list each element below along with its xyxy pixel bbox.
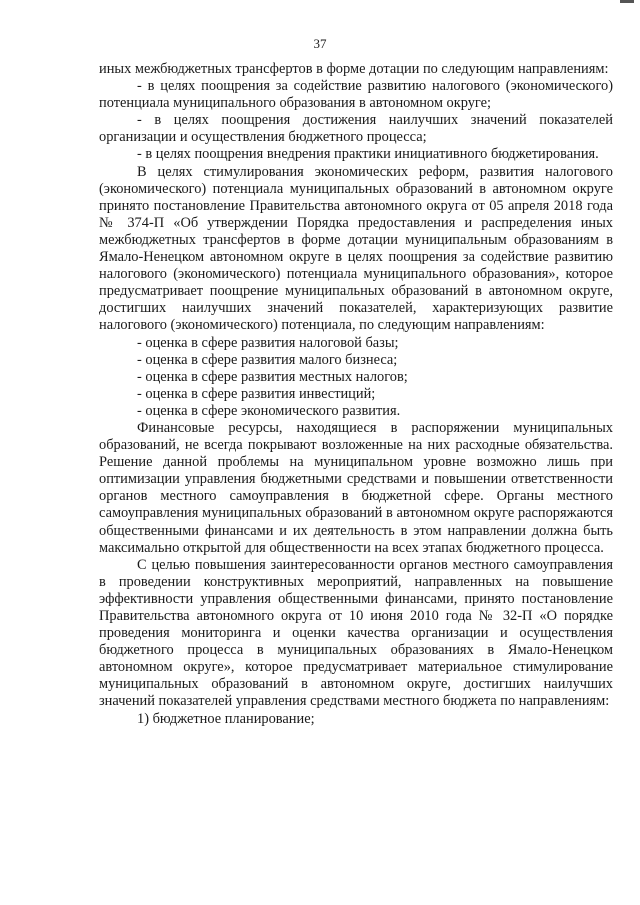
list-item: - оценка в сфере развития инвестиций; [137, 385, 376, 402]
list-item: - в целях поощрения достижения наилучших значений показателей организации и осуществления бюджетного процесса; [99, 112, 613, 146]
list-item: - в целях поощрения внедрения практики инициативного бюджетирования. [137, 146, 599, 163]
paragraph: иных межбюджетных трансфертов в форме дотации по следующим направлениям: [99, 61, 609, 77]
paragraph: В целях стимулирования экономических реформ, развития налогового (экономического) потенциала муниципальных образований в автономном округе принято постановление Правительства автономного округа от 05 апреля 2018 года № 374-П «Об утверждении Порядка предоставления и распределения иных межбюджетных трансфертов в форме дотации муниципальным образованиям в Ямало-Ненецком автономном округе в целях поощрения за содействие развитию налогового (экономического) потенциала муниципального образования», которое предусматривает поощрение муниципальных образований в автономном округе, достигших наилучших значений показателей, характеризующих развитие налогового (экономического) потенциала, по следующим направлениям: [99, 163, 613, 334]
paragraph: Финансовые ресурсы, находящиеся в распоряжении муниципальных образований, не всегда покрывают возложенные на них расходные обязательства. Решение данной проблемы на муниципальном уровне возможно лишь при оптимизации управления бюджетными средствами и повышении ответственности органов местного самоуправления в бюджетной сфере. Органы местного самоуправления муниципальных образований в автономном округе распоряжаются общественными финансами и их деятельность в этом направлении должна быть максимально открытой для общественности на всех этапах бюджетного процесса. [99, 419, 613, 556]
list-item: 1) бюджетное планирование; [137, 710, 315, 727]
list-item: - оценка в сфере развития малого бизнеса; [137, 351, 398, 368]
document-body [99, 61, 613, 728]
paragraph: С целью повышения заинтересованности органов местного самоуправления в проведении конструктивных мероприятий, направленных на повышение эффективности управления общественными финансами, принято постановление Правительства автономного округа от 10 июня 2010 года № 32-П «О порядке проведения мониторинга и оценки качества организации и осуществления бюджетного процесса в муниципальных образованиях в Ямало-Ненецком автономном округе», которое предусматривает материальное стимулирование муниципальных образований в автономном округе, достигших наилучших значений показателей управления средствами местного бюджета по направлениям: [99, 556, 613, 710]
list-item: - оценка в сфере развития налоговой базы; [137, 334, 399, 351]
list-item: - в целях поощрения за содействие развитию налогового (экономического) потенциала муниципального образования в автономном округе; [99, 78, 613, 112]
scan-corner-mark [620, 0, 634, 3]
list-item: - оценка в сфере развития местных налогов; [137, 368, 408, 385]
list-item: - оценка в сфере экономического развития. [137, 402, 401, 419]
page-number: 37 [313, 36, 327, 51]
